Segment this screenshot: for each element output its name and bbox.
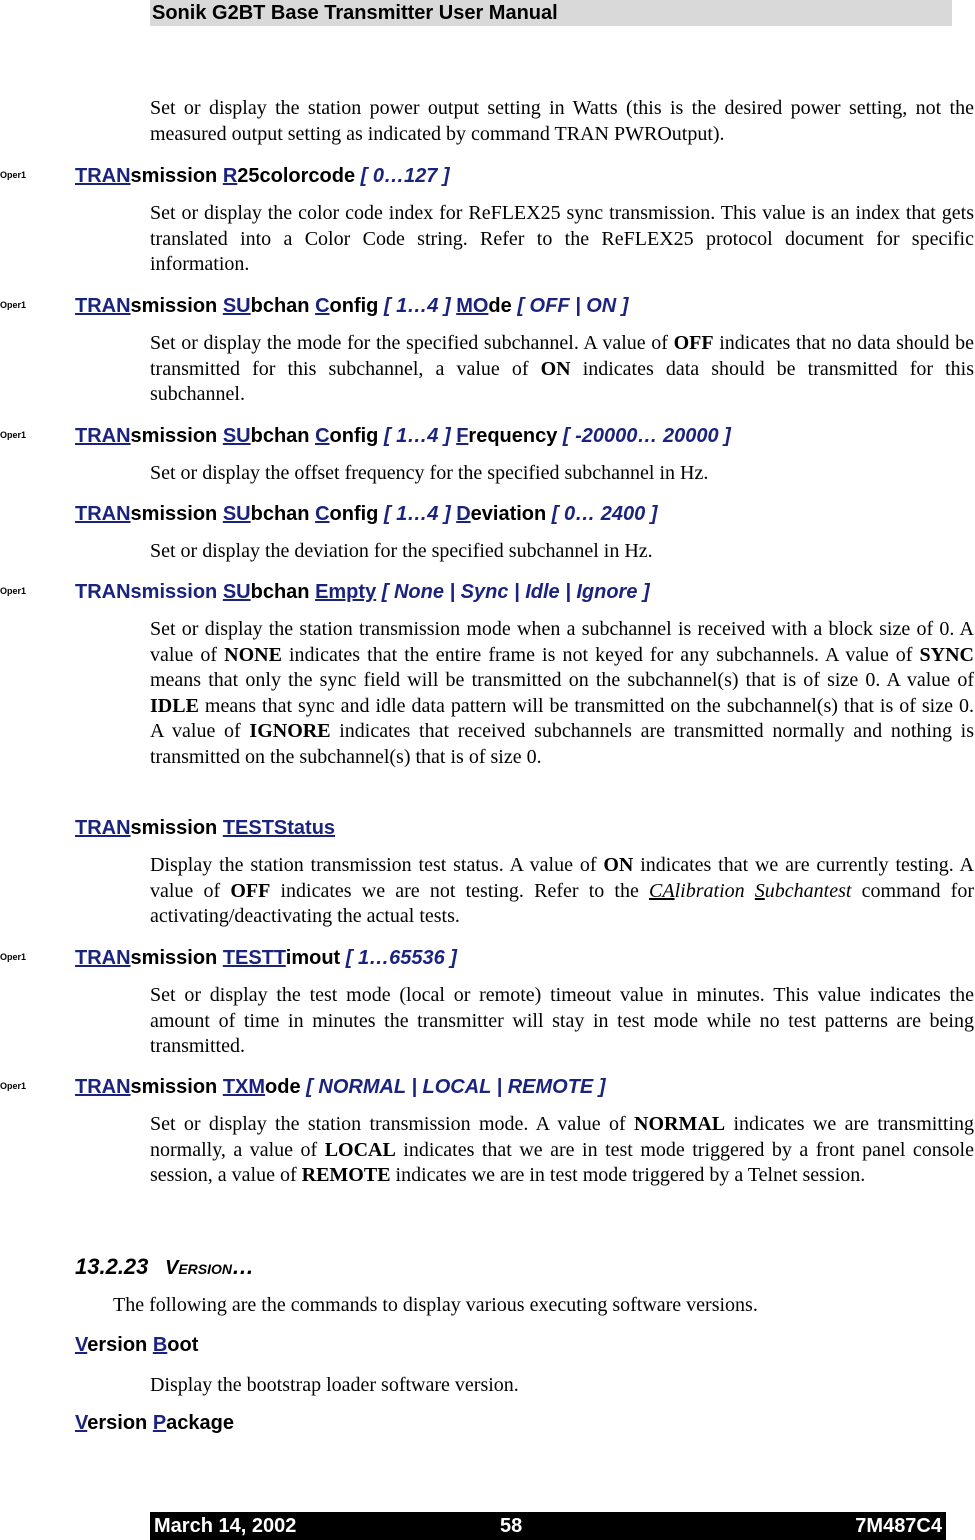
text-run: indicates that no data should be transmitted for this subchannel, a value of <box>150 332 974 380</box>
entry-1-command <box>75 164 450 188</box>
command-keyword: TESTStatus <box>222 817 336 839</box>
command-keyword: C <box>315 503 330 525</box>
text-run: indicates we are not testing. Refer to the <box>270 879 650 902</box>
text-run: Set or display the station transmission mode. A value of <box>150 1113 635 1135</box>
version-boot-description <box>150 1373 974 1399</box>
text-run: onfig <box>329 425 384 447</box>
text-run: bchan <box>250 503 316 525</box>
text-run: CA <box>649 879 675 902</box>
command-parameter: [ None | Sync | Idle | Ignore ] <box>381 581 650 603</box>
text-run: imout <box>285 947 346 969</box>
text-run: indicates that we are in test mode triggered by a front panel console session, a value of <box>150 1138 974 1187</box>
section-heading <box>75 1254 254 1282</box>
entry-5-access-level: Oper1 <box>0 586 27 596</box>
command-keyword: SU <box>222 581 251 603</box>
section-number: 13.2.23 <box>75 1254 149 1279</box>
command-keyword: SU <box>222 295 251 317</box>
text-run: S <box>754 879 765 902</box>
value-keyword: IGNORE <box>249 720 331 743</box>
entry-5-command <box>75 580 650 604</box>
command-parameter: [ 1…4 ] <box>383 295 457 317</box>
text-run: indicates data should be transmitted for this subchannel. <box>150 357 975 406</box>
entry-2-access-level: Oper1 <box>0 300 27 310</box>
command-keyword: TRAN <box>75 947 131 969</box>
command-keyword: TRAN <box>75 425 131 447</box>
entry-7-command <box>75 946 457 970</box>
text-run: smission <box>130 947 223 969</box>
command-keyword: TRAN <box>75 503 131 525</box>
command-parameter: [ 1…4 ] <box>383 503 457 525</box>
entry-8-description <box>150 1112 974 1189</box>
command-parameter: [ OFF | ON ] <box>517 295 629 317</box>
value-keyword: ON <box>540 357 571 380</box>
text-run: requency <box>468 425 563 447</box>
value-keyword: ON <box>603 854 634 876</box>
entry-3-access-level: Oper1 <box>0 430 27 440</box>
entry-1-description <box>150 201 974 278</box>
command-keyword: P <box>152 1412 167 1434</box>
entry-7-access-level: Oper1 <box>0 952 27 962</box>
text-run: ersion <box>87 1334 153 1356</box>
value-keyword: OFF <box>230 879 271 902</box>
text-run: means that only the sync field will be transmitted on the subchannel(s) that is of size 0. A value of <box>150 669 974 692</box>
text-run: indicates that we are currently testing. A value of <box>150 854 974 902</box>
entry-6-command <box>75 816 335 840</box>
command-keyword: C <box>315 425 330 447</box>
command-parameter: [ 1…4 ] <box>383 425 457 447</box>
text-run: indicates we are transmitting normally, a value of <box>150 1113 975 1161</box>
text-run: ersion <box>87 1412 153 1434</box>
value-keyword: IDLE <box>150 694 199 717</box>
command-keyword: D <box>456 503 471 525</box>
text-run: indicates that the entire frame is not keyed for any subchannels. A value of <box>281 643 920 666</box>
text-run: command for activating/deactivating the actual tests. <box>150 879 974 928</box>
value-keyword: NORMAL <box>634 1113 726 1135</box>
text-run: bchan <box>250 295 316 317</box>
command-keyword: TRAN <box>75 817 131 839</box>
section-title-rest: ERSION <box>178 1261 233 1277</box>
command-parameter: [ 0… 2400 ] <box>551 503 658 525</box>
entry-3-command <box>75 424 731 448</box>
entry-4-command <box>75 502 657 526</box>
command-keyword: F <box>456 425 469 447</box>
text-run: 25colorcode <box>237 165 361 187</box>
text-run: Set or display the deviation for the specified subchannel in Hz. <box>150 540 653 562</box>
text-run: Set or display the offset frequency for the specified subchannel in Hz. <box>150 462 709 484</box>
text-run: Display the bootstrap loader software version. <box>150 1374 519 1396</box>
command-keyword: SU <box>222 503 251 525</box>
command-keyword: TRAN <box>75 295 131 317</box>
value-keyword: NONE <box>224 643 282 666</box>
section-title-initial: V <box>165 1257 179 1279</box>
command-keyword: TRAN <box>75 1076 131 1098</box>
text-run: means that sync and idle data pattern will be transmitted on the subchannel(s) that is of size 0. A value of <box>150 694 974 743</box>
command-keyword: MO <box>456 295 489 317</box>
text-run: smission <box>130 295 223 317</box>
command-keyword: C <box>315 295 330 317</box>
command-keyword: SU <box>222 425 251 447</box>
entry-4-description <box>150 539 974 565</box>
text-run: eviation <box>470 503 552 525</box>
page-footer <box>150 1512 946 1540</box>
entry-3-description <box>150 461 974 487</box>
command-keyword: TRAN <box>75 165 131 187</box>
footer-doc-number: 7M487C4 <box>855 1515 942 1537</box>
text-run: libration <box>674 879 755 902</box>
command-keyword: R <box>222 165 238 187</box>
entry-2-command <box>75 294 628 318</box>
text-run: Set or display the mode for the specified subchannel. A value of <box>150 332 674 354</box>
text-run: Set or display the color code index for ReFLEX25 sync transmission. This value is an index that gets translated into a Color Code string. Refer to the ReFLEX25 protocol document for specific information. <box>150 202 974 276</box>
text-run: ubchantest <box>764 879 852 902</box>
text-run: smission <box>130 817 223 839</box>
text-run: indicates that received subchannels are transmitted normally and nothing is transmitted on the subchannel(s) that is of size 0. <box>150 720 974 768</box>
command-keyword: TESTT <box>222 947 286 969</box>
page-header-title: Sonik G2BT Base Transmitter User Manual <box>152 2 558 24</box>
entry-1-access-level: Oper1 <box>0 170 27 180</box>
entry-8-command <box>75 1075 605 1099</box>
text-run: smission <box>130 1076 223 1098</box>
footer-page-number: 58 <box>500 1515 523 1537</box>
entry-2-description <box>150 331 974 408</box>
entry-7-description <box>150 983 974 1060</box>
value-keyword: OFF <box>673 332 714 354</box>
text-run: de <box>488 295 518 317</box>
text-run: onfig <box>329 503 384 525</box>
section-intro: The following are the commands to display various executing software versions. <box>113 1294 758 1316</box>
text-run: ackage <box>166 1412 235 1434</box>
text-run: smission <box>130 165 223 187</box>
value-keyword: LOCAL <box>324 1138 396 1161</box>
text-run: ode <box>265 1076 307 1098</box>
text-run: Set or display the station power output setting in Watts (this is the desired power setting, not the measured output setting as indicated by command TRAN PWROutput). <box>150 97 974 145</box>
value-keyword: SYNC <box>919 643 974 666</box>
command-parameter: [ NORMAL | LOCAL | REMOTE ] <box>306 1076 606 1098</box>
command-parameter: [ -20000… 20000 ] <box>562 425 731 447</box>
entry-0-description <box>150 96 974 147</box>
footer-date: March 14, 2002 <box>154 1515 297 1537</box>
text-run: onfig <box>329 295 384 317</box>
text-run: oot <box>167 1334 199 1356</box>
text-run: Set or display the test mode (local or remote) timeout value in minutes. This value indicates the amount of time in minutes the transmitter will stay in test mode while no test patterns are being transmitted. <box>150 984 974 1058</box>
text-run: indicates we are in test mode triggered by a Telnet session. <box>390 1164 866 1187</box>
text-run: TRANsmission <box>75 581 223 603</box>
command-keyword: Empty <box>315 581 377 603</box>
command-parameter: [ 1…65536 ] <box>345 947 457 969</box>
command-keyword: TXM <box>222 1076 266 1098</box>
entry-5-description <box>150 617 974 771</box>
entry-8-access-level: Oper1 <box>0 1081 27 1091</box>
section-title-suffix: … <box>232 1254 255 1279</box>
version-package-command <box>75 1411 234 1435</box>
value-keyword: REMOTE <box>301 1164 391 1187</box>
command-keyword: B <box>152 1334 168 1356</box>
text-run: Set or display the station transmission mode when a subchannel is received with a block size of 0. A value of <box>150 618 974 666</box>
command-keyword: V <box>75 1412 88 1434</box>
text-run: smission <box>130 425 223 447</box>
text-run: Display the station transmission test status. A value of <box>150 854 604 876</box>
version-boot-command <box>75 1333 198 1357</box>
text-run: smission <box>130 503 223 525</box>
command-parameter: [ 0…127 ] <box>360 165 450 187</box>
text-run: bchan <box>250 425 316 447</box>
command-keyword: V <box>75 1334 88 1356</box>
entry-6-description <box>150 853 974 930</box>
text-run: bchan <box>250 581 316 603</box>
